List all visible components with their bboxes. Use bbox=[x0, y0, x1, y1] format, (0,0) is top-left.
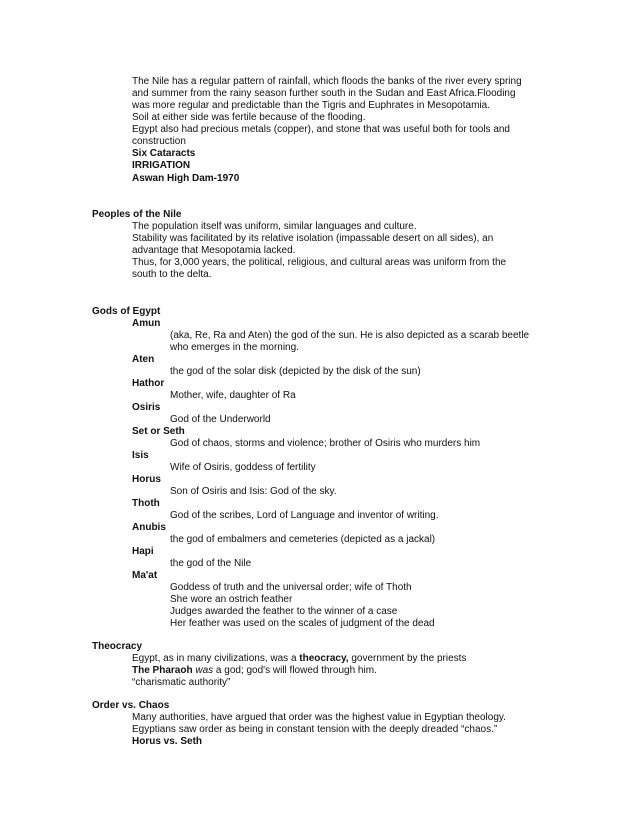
god-horus-name: Horus bbox=[132, 474, 161, 485]
six-cataracts-label: Six Cataracts bbox=[132, 148, 196, 159]
god-osiris-desc: God of the Underworld bbox=[170, 414, 271, 425]
theocracy-line-2 bbox=[132, 665, 377, 677]
god-maat-desc-2: She wore an ostrich feather bbox=[170, 594, 293, 605]
irrigation-label: IRRIGATION bbox=[132, 160, 191, 171]
order-line-2: Egyptians saw order as being in constant tension with the deeply dreaded “chaos.” bbox=[132, 724, 498, 735]
god-thoth-name: Thoth bbox=[132, 498, 160, 509]
god-hathor-name: Hathor bbox=[132, 378, 165, 389]
god-amun-desc-2: who emerges in the morning. bbox=[170, 342, 299, 353]
god-aten-desc: the god of the solar disk (depicted by the disk of the sun) bbox=[170, 366, 421, 377]
intro-line-5: Egypt also had precious metals (copper), and stone that was useful both for tools and bbox=[132, 124, 510, 135]
order-heading: Order vs. Chaos bbox=[92, 700, 170, 711]
god-osiris-name: Osiris bbox=[132, 402, 161, 413]
god-thoth-desc: God of the scribes, Lord of Language and inventor of writing. bbox=[170, 510, 439, 521]
god-amun-name: Amun bbox=[132, 318, 161, 329]
theocracy-heading: Theocracy bbox=[92, 641, 143, 652]
god-isis-desc: Wife of Osiris, goddess of fertility bbox=[170, 462, 316, 473]
god-set-name: Set or Seth bbox=[132, 426, 185, 437]
peoples-line-4: Thus, for 3,000 years, the political, religious, and cultural areas was uniform from the bbox=[132, 257, 507, 268]
intro-line-3: was more regular and predictable than the Tigris and Euphrates in Mesopotamia. bbox=[132, 100, 490, 111]
was-emphasis: was bbox=[192, 665, 214, 676]
peoples-line-3: advantage that Mesopotamia lacked. bbox=[132, 245, 296, 256]
god-hapi-desc: the god of the Nile bbox=[170, 558, 252, 569]
intro-line-4: Soil at either side was fertile because of the flooding. bbox=[132, 112, 366, 123]
god-anubis-desc: the god of embalmers and cemeteries (depicted as a jackal) bbox=[170, 534, 436, 545]
god-horus-desc: Son of Osiris and Isis: God of the sky. bbox=[170, 486, 337, 497]
pharaoh-term: The Pharaoh bbox=[132, 665, 193, 676]
god-set-desc: God of chaos, storms and violence; brother of Osiris who murders him bbox=[170, 438, 481, 449]
intro-line-1: The Nile has a regular pattern of rainfall, which floods the banks of the river every spring bbox=[132, 76, 522, 87]
theocracy-line-1-pre: Egypt, as in many civilizations, was a bbox=[132, 653, 300, 664]
intro-line-2: and summer from the rainy season further south in the Sudan and East Africa.Flooding bbox=[132, 88, 516, 99]
god-aten-name: Aten bbox=[132, 354, 155, 365]
gods-heading: Gods of Egypt bbox=[92, 306, 161, 317]
peoples-line-2: Stability was facilitated by its relative isolation (impassable desert on all sides), an bbox=[132, 233, 494, 244]
peoples-line-1: The population itself was uniform, similar languages and culture. bbox=[132, 221, 417, 232]
god-maat-name: Ma'at bbox=[132, 570, 158, 581]
god-maat-desc-1: Goddess of truth and the universal order; wife of Thoth bbox=[170, 582, 412, 593]
god-hathor-desc: Mother, wife, daughter of Ra bbox=[170, 390, 296, 401]
god-amun-desc-1: (aka, Re, Ra and Aten) the god of the sun. He is also depicted as a scarab beetle bbox=[170, 330, 530, 341]
peoples-line-5: south to the delta. bbox=[132, 269, 212, 280]
theocracy-line-2-post: a god; god's will flowed through him. bbox=[213, 665, 377, 676]
god-maat-desc-3: Judges awarded the feather to the winner of a case bbox=[170, 606, 398, 617]
theocracy-term: theocracy, bbox=[299, 653, 349, 664]
intro-line-6: construction bbox=[132, 136, 186, 147]
god-hapi-name: Hapi bbox=[132, 546, 154, 557]
theocracy-line-1-post: government by the priests bbox=[348, 653, 467, 664]
peoples-heading: Peoples of the Nile bbox=[92, 209, 182, 220]
aswan-dam-label: Aswan High Dam-1970 bbox=[132, 173, 240, 184]
god-isis-name: Isis bbox=[132, 450, 149, 461]
god-anubis-name: Anubis bbox=[132, 522, 166, 533]
theocracy-line-3: “charismatic authority” bbox=[132, 677, 231, 688]
god-maat-desc-4: Her feather was used on the scales of judgment of the dead bbox=[170, 618, 435, 629]
order-line-1: Many authorities, have argued that order was the highest value in Egyptian theology. bbox=[132, 712, 506, 723]
horus-vs-seth-label: Horus vs. Seth bbox=[132, 736, 203, 747]
theocracy-line-1 bbox=[132, 653, 466, 665]
